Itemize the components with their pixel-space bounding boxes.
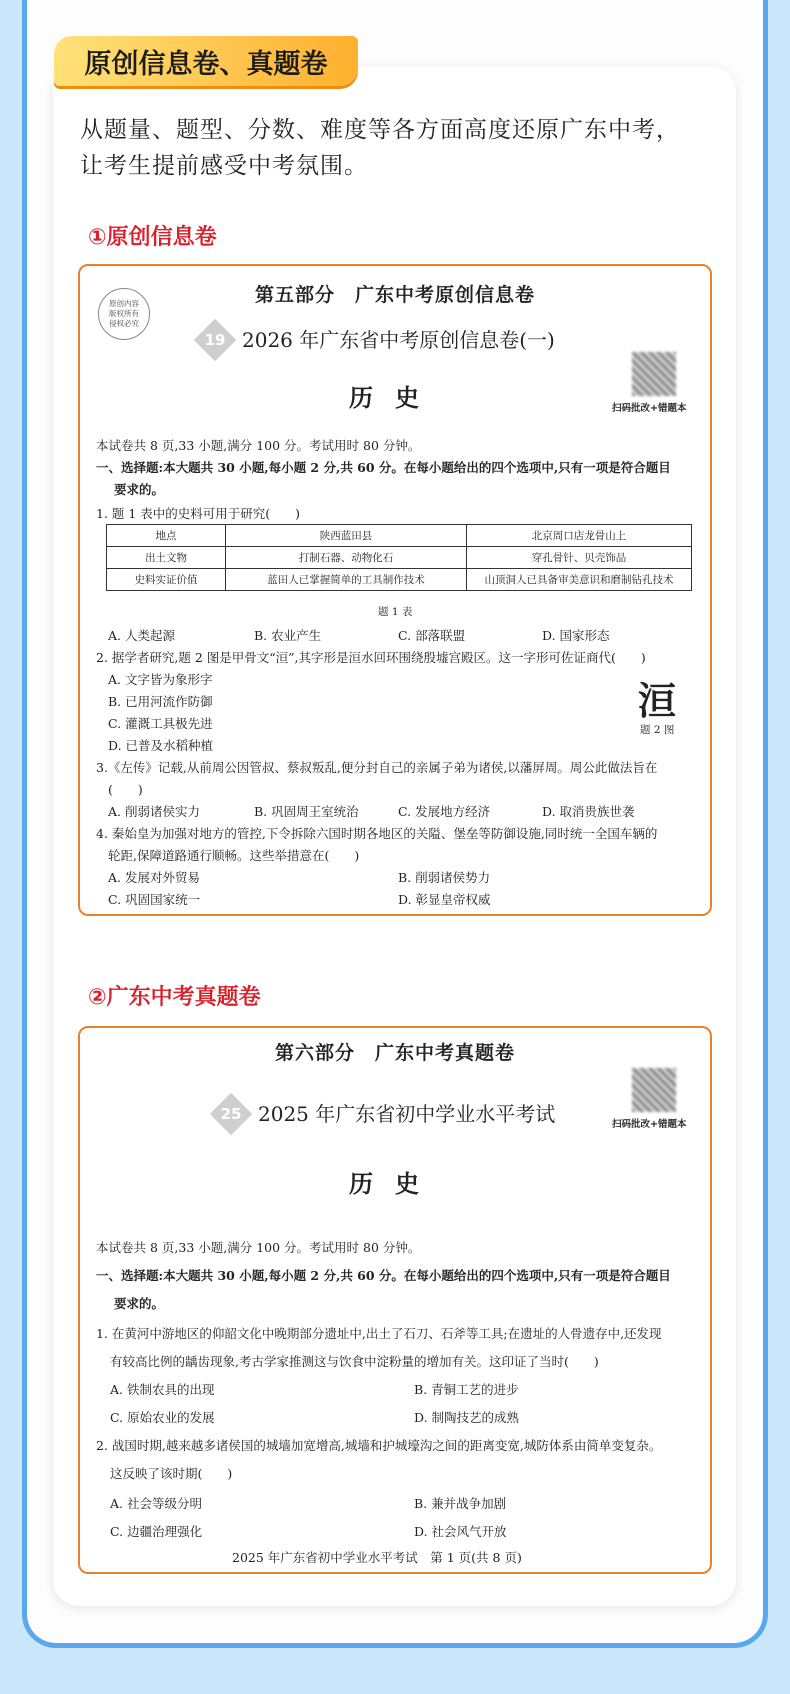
option: B. 兼并战争加剧	[414, 1496, 507, 1511]
table-cell: 史料实证价值	[107, 569, 226, 591]
question-2: 2. 据学者研究,题 2 图是甲骨文“洹”,其字形是洹水回环围绕殷墟宫殿区。这一字形可佐证商代( )	[96, 650, 646, 665]
table-row	[107, 569, 692, 591]
qr-label: 扫码批改+错题本	[612, 1119, 687, 1130]
option: B. 青铜工艺的进步	[414, 1382, 519, 1397]
section-title-original: ①原创信息卷	[88, 225, 217, 250]
paper-number-badge: 19	[194, 318, 236, 360]
instruction-line-2: 要求的。	[114, 482, 165, 497]
table-caption: 题 1 表	[378, 606, 413, 618]
option: C. 原始农业的发展	[110, 1410, 215, 1425]
option: D. 制陶技艺的成熟	[414, 1410, 520, 1425]
question-4: 4. 秦始皇为加强对地方的管控,下令拆除六国时期各地区的关隘、堡垒等防御设施,同时统一全国车辆的	[96, 826, 658, 841]
instruction-line-1: 一、选择题:本大题共 30 小题,每小题 2 分,共 60 分。在每小题给出的四个选项中,只有一项是符合题目	[96, 1268, 671, 1283]
question-3-blank: ( )	[108, 782, 143, 797]
stamp-line: 侵权必究	[109, 319, 139, 328]
oracle-glyph-figure: 洹	[638, 679, 671, 723]
option: A. 发展对外贸易	[108, 870, 200, 885]
exam-title	[200, 324, 555, 357]
section-title-real-exam: ②广东中考真题卷	[88, 985, 261, 1010]
copyright-stamp	[98, 288, 150, 340]
question-1: 1. 在黄河中游地区的仰韶文化中晚期部分遗址中,出土了石刀、石斧等工具;在遗址的人骨遗存中,还发现	[96, 1326, 662, 1341]
qr-code-icon[interactable]	[632, 352, 676, 396]
stamp-line: 原创内容	[109, 299, 139, 308]
option: C. 边疆治理强化	[110, 1524, 203, 1539]
instruction-line-2: 要求的。	[114, 1296, 165, 1311]
table-cell: 蓝田人已掌握简单的工具制作技术	[226, 569, 467, 591]
intro-line-2: 让考生提前感受中考氛围。	[80, 153, 368, 179]
option: A. 文字皆为象形字	[108, 672, 213, 687]
part-heading: 第六部分 广东中考真题卷	[274, 1042, 515, 1064]
paper-info: 本试卷共 8 页,33 小题,满分 100 分。考试用时 80 分钟。	[96, 1240, 421, 1255]
exam-title	[216, 1098, 555, 1131]
option: B. 削弱诸侯势力	[398, 870, 491, 885]
paper-preview-original	[78, 264, 712, 916]
paper-preview-real-exam	[78, 1026, 712, 1574]
option: A. 社会等级分明	[110, 1496, 202, 1511]
subject-title: 历史	[349, 383, 441, 412]
option: C. 发展地方经济	[398, 804, 491, 819]
part-heading: 第五部分 广东中考原创信息卷	[254, 284, 535, 306]
question-2: 2. 战国时期,越来越多诸侯国的城墙加宽增高,城墙和护城壕沟之间的距离变宽,城防体系由简单变复杂。	[96, 1438, 662, 1453]
intro-text	[80, 112, 720, 184]
figure-caption: 题 2 图	[640, 724, 675, 736]
table-cell: 地点	[107, 525, 226, 547]
option: B. 农业产生	[254, 628, 322, 643]
source-table	[106, 524, 692, 591]
table-row	[107, 547, 692, 569]
exam-title-text: 2025 年广东省初中学业水平考试	[258, 1102, 556, 1126]
option: D. 国家形态	[542, 628, 610, 643]
instruction-line-1: 一、选择题:本大题共 30 小题,每小题 2 分,共 60 分。在每小题给出的四个选项中,只有一项是符合题目	[96, 460, 671, 475]
page-footer: 2025 年广东省初中学业水平考试 第 1 页(共 8 页)	[232, 1550, 522, 1565]
table-cell: 山顶洞人已具备审美意识和磨制钻孔技术	[467, 569, 692, 591]
exam-title-text: 2026 年广东省中考原创信息卷(一)	[242, 328, 555, 352]
option: B. 巩固周王室统治	[254, 804, 359, 819]
table-cell: 穿孔骨针、贝壳饰品	[467, 547, 692, 569]
option: D. 取消贵族世袭	[542, 804, 635, 819]
paper-number-badge: 25	[210, 1092, 252, 1134]
stamp-line: 版权所有	[109, 309, 139, 318]
option: D. 已普及水稻种植	[108, 738, 214, 753]
paper-info: 本试卷共 8 页,33 小题,满分 100 分。考试用时 80 分钟。	[96, 438, 421, 453]
option: A. 削弱诸侯实力	[108, 804, 200, 819]
table-cell: 北京周口店龙骨山上	[467, 525, 692, 547]
table-cell: 出土文物	[107, 547, 226, 569]
option: B. 已用河流作防御	[108, 694, 213, 709]
option: C. 巩固国家统一	[108, 892, 201, 907]
subject-title: 历史	[349, 1169, 441, 1198]
feature-badge: 原创信息卷、真题卷	[54, 36, 358, 86]
option: C. 部落联盟	[398, 628, 466, 643]
option: D. 社会风气开放	[414, 1524, 507, 1539]
option: A. 铁制农具的出现	[110, 1382, 215, 1397]
table-row	[107, 525, 692, 547]
question-1-cont: 有较高比例的龋齿现象,考古学家推测这与饮食中淀粉量的增加有关。这印证了当时( )	[110, 1354, 599, 1369]
intro-line-1: 从题量、题型、分数、难度等各方面高度还原广东中考，	[80, 117, 680, 143]
table-cell: 打制石器、动物化石	[226, 547, 467, 569]
question-4-cont: 轮距,保障道路通行顺畅。这些举措意在( )	[108, 848, 360, 863]
table-cell: 陕西蓝田县	[226, 525, 467, 547]
option: C. 灌溉工具极先进	[108, 716, 213, 731]
question-3: 3.《左传》记载,从前周公因管叔、蔡叔叛乱,便分封自己的亲属子弟为诸侯,以藩屏周。周公此做法旨在	[96, 760, 658, 775]
option: D. 彰显皇帝权威	[398, 892, 491, 907]
qr-label: 扫码批改+错题本	[612, 403, 687, 414]
question-2-cont: 这反映了该时期( )	[110, 1466, 233, 1481]
option: A. 人类起源	[108, 628, 175, 643]
question-1: 1. 题 1 表中的史料可用于研究( )	[96, 506, 301, 521]
qr-code-icon[interactable]	[632, 1068, 676, 1112]
